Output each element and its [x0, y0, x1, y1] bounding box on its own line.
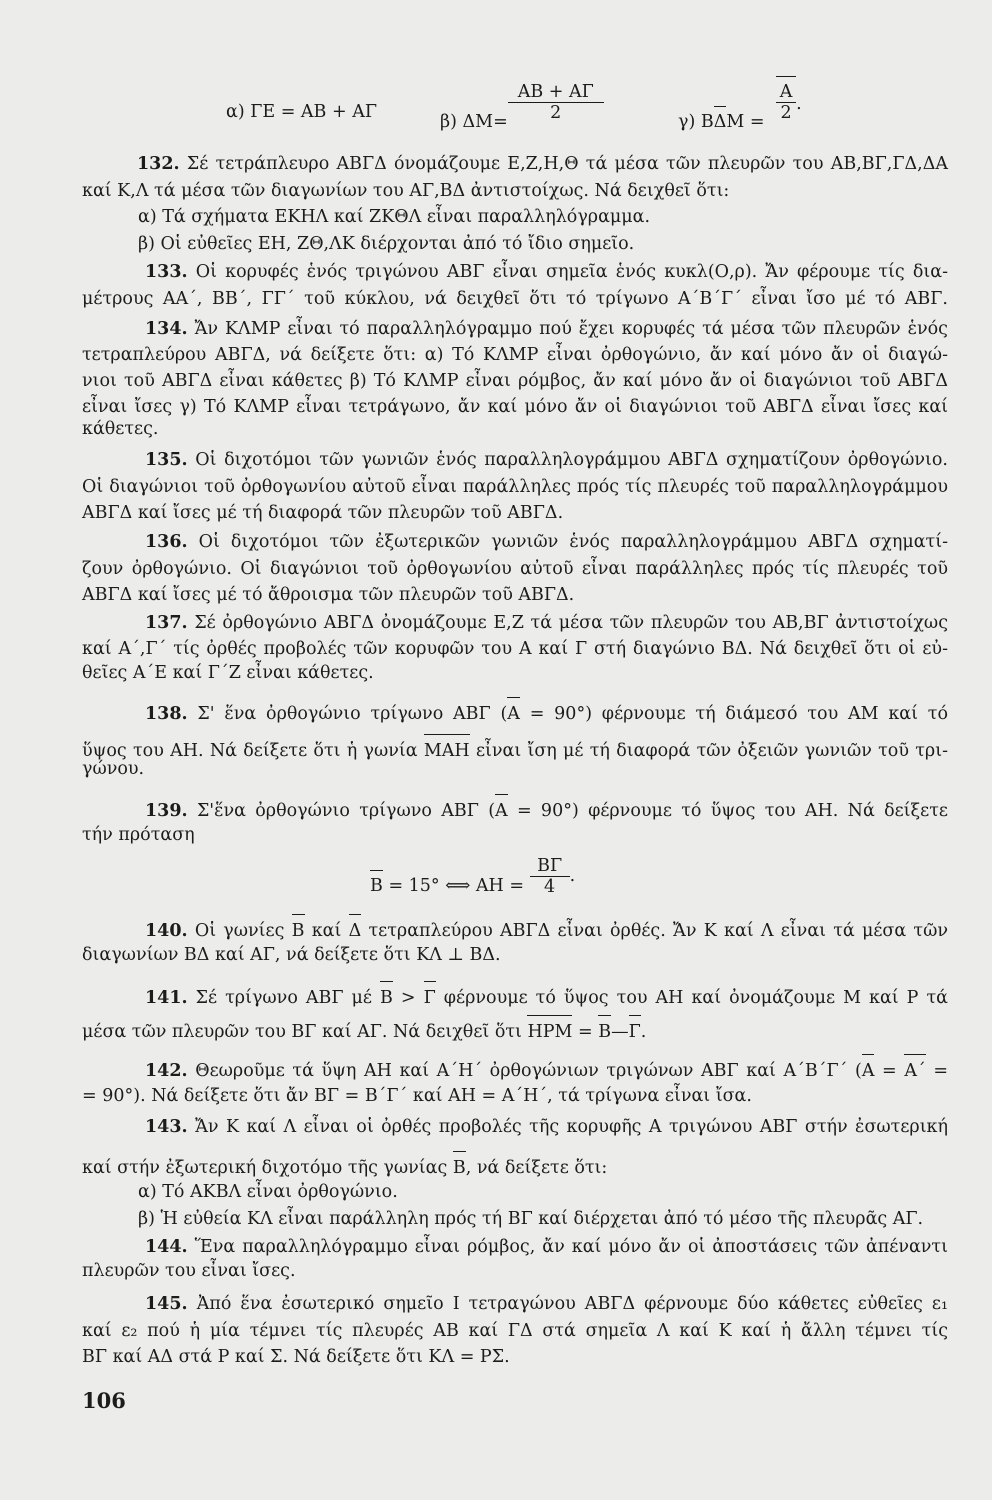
problem-144-line-2: πλευρῶν του εἶναι ἴσες.	[82, 1261, 296, 1281]
problem-136-line-1: 136. Οἱ διχοτόμοι τῶν ἐξωτερικῶν γωνιῶν ἑνός παραλληλογράμμου ΑΒΓΔ σχηματί-	[145, 532, 948, 552]
problem-132-line-2: καί Κ,Λ τά μέσα τῶν διαγωνίων του ΑΓ,ΒΔ ἀντιστοίχως. Νά δειχθεῖ ὅτι:	[82, 181, 730, 201]
formula-a: α) ΓΕ = ΑΒ + ΑΓ	[226, 102, 377, 122]
problem-139-formula: Β = 15° ⟺ ΑΗ = $\frac{B\Gamma}{4}$ .	[370, 856, 576, 897]
problem-136-line-2: ζουν ὀρθογώνιο. Οἱ διαγώνιοι τοῦ ὀρθογωνίου αὐτοῦ εἶναι παράλληλες πρός τίς πλευρές τοῦ	[82, 559, 948, 579]
problem-138-line-2: ὕψος του ΑΗ. Νά δείξετε ὅτι ἡ γωνία ΜΑΗ εἶναι ἴση μέ τή διαφορά τῶν ὀξειῶν γωνιῶν τοῦ τρι-	[82, 741, 948, 761]
angle-arc: Γ	[628, 1022, 641, 1042]
problem-138-line-1: 138. Σ' ἕνα ὀρθογώνιο τρίγωνο ΑΒΓ (Α = 90°) φέρνουμε τή διάμεσό του ΑΜ καί τό	[145, 704, 948, 724]
problem-135-line-2: Οἱ διαγώνιοι τοῦ ὀρθογωνίου αὐτοῦ εἶναι παράλληλες πρός τίς πλευρές τοῦ παραλληλογράμμου	[82, 477, 948, 497]
problem-134-line-1: 134. Ἄν ΚΛΜΡ εἶναι τό παραλληλόγραμμο πού ἔχει κορυφές τά μέσα τῶν πλευρῶν ἑνός	[145, 319, 948, 339]
angle-arc: Α	[507, 704, 520, 724]
angle-arc: Β	[598, 1022, 612, 1042]
angle-arc: Δ	[713, 112, 727, 132]
problem-137-line-3: θεῖες Α΄Ε καί Γ΄Ζ εἶναι κάθετες.	[82, 663, 374, 683]
problem-137-line-1: 137. Σέ ὀρθογώνιο ΑΒΓΔ ὀνομάζουμε Ε,Ζ τά μέσα τῶν πλευρῶν του ΑΒ,ΒΓ ἀντιστοίχως	[145, 613, 948, 633]
angle-arc: Δ	[348, 921, 362, 941]
problem-145-line-1: 145. Ἀπό ἕνα ἐσωτερικό σημεῖο Ι τετραγώνου ΑΒΓΔ φέρνουμε δύο κάθετες εὐθεῖες ε₁	[145, 1294, 948, 1314]
angle-arc: Β	[452, 1158, 466, 1178]
problem-141-line-1: 141. Σέ τρίγωνο ΑΒΓ μέ Β > Γ φέρνουμε τό ὕψος του ΑΗ καί ὀνομάζουμε Μ καί Ρ τά	[145, 988, 948, 1008]
problem-144-line-1: 144. Ἕνα παραλληλόγραμμο εἶναι ρόμβος, ἄν καί μόνο ἄν οἱ ἀποστάσεις τῶν ἀπέναντι	[145, 1237, 948, 1257]
problem-134-line-2: τετραπλεύρου ΑΒΓΔ, νά δείξετε ὅτι: α) Τό ΚΛΜΡ εἶναι ὀρθογώνιο, ἄν καί μόνο ἄν οἱ διαγώ-	[82, 345, 948, 365]
formula-c: γ) ΒΔΜ = $\frac{A}{2}$ .	[678, 82, 802, 132]
angle-arc: Β	[370, 876, 383, 896]
problem-132-line-1: 132. Σέ τετράπλευρο ΑΒΓΔ όνομάζουμε Ε,Ζ,Η,Θ τά μέσα τῶν πλευρῶν του ΑΒ,ΒΓ,ΓΔ,ΔΑ	[137, 154, 948, 174]
problem-145-line-3: ΒΓ καί ΑΔ στά Ρ καί Σ. Νά δείξετε ὅτι ΚΛ = ΡΣ.	[82, 1347, 510, 1367]
problem-143-line-2: καί στήν ἐξωτερική διχοτόμο τῆς γωνίας Β, νά δείξετε ὅτι:	[82, 1158, 608, 1178]
problem-135-line-3: ΑΒΓΔ καί ἴσες μέ τή διαφορά τῶν πλευρῶν τοῦ ΑΒΓΔ.	[82, 503, 564, 523]
problem-142-line-1: 142. Θεωροῦμε τά ὕψη ΑΗ καί Α΄Η΄ ὀρθογώνιων τριγώνων ΑΒΓ καί Α΄Β΄Γ΄ (Α = Α΄ =	[145, 1061, 948, 1081]
fraction: $\frac{AB + A\Gamma}{2}$	[508, 82, 604, 123]
problem-140-line-2: διαγωνίων ΒΔ καί ΑΓ, νά δείξετε ὅτι ΚΛ ⊥ ΒΔ.	[82, 945, 501, 965]
angle-arc: Β	[380, 988, 393, 1008]
problem-142-line-2: = 90°). Νά δείξετε ὅτι ἄν ΒΓ = Β΄Γ΄ καί ΑΗ = Α΄Η΄, τά τρίγωνα εἶναι ἴσα.	[82, 1086, 752, 1106]
problem-141-line-2: μέσα τῶν πλευρῶν του ΒΓ καί ΑΓ. Νά δειχθεῖ ὅτι ΗΡΜ = Β—Γ.	[82, 1022, 647, 1042]
formula-b: β) ΔΜ= $\frac{AB + A\Gamma}{2}$	[440, 82, 604, 123]
angle-arc: Α΄	[904, 1061, 926, 1081]
problem-136-line-3: ΑΒΓΔ καί ἴσες μέ τό ἄθροισμα τῶν πλευρῶν τοῦ ΑΒΓΔ.	[82, 585, 575, 605]
problem-134-line-5: κάθετες.	[82, 419, 159, 439]
problem-132-line-4: β) Οἱ εὐθεῖες ΕΗ, ΖΘ,ΛΚ διέρχονται ἀπό τό ἴδιο σημεῖο.	[138, 234, 635, 254]
angle-arc: Γ	[423, 988, 436, 1008]
angle-arc: Α	[495, 801, 508, 821]
fraction: $\frac{A}{2}$	[776, 82, 796, 123]
problem-135-line-1: 135. Οἱ διχοτόμοι τῶν γωνιῶν ἑνός παραλληλογράμμου ΑΒΓΔ σχηματίζουν ὀρθογώνιο.	[145, 450, 948, 470]
problem-134-line-4: εἶναι ἴσες γ) Τό ΚΛΜΡ εἶναι τετράγωνο, ἄν καί μόνο ἄν οἱ διαγώνιοι τοῦ ΑΒΓΔ εἶναι ἴσες καί	[82, 397, 948, 417]
problem-134-line-3: νιοι τοῦ ΑΒΓΔ εἶναι κάθετες β) Τό ΚΛΜΡ εἶναι ρόμβος, ἄν καί μόνο ἄν οἱ διαγώνιοι τοῦ ΑΒΓΔ	[82, 371, 948, 391]
problem-133-line-1: 133. Οἱ κορυφές ἑνός τριγώνου ΑΒΓ εἶναι σημεῖα ἑνός κυκλ(Ο,ρ). Ἄν φέρουμε τίς δια-	[145, 262, 948, 282]
problem-139-line-1: 139. Σ'ἕνα ὀρθογώνιο τρίγωνο ΑΒΓ (Α = 90°) φέρνουμε τό ὕψος του ΑΗ. Νά δείξετε	[145, 801, 948, 821]
angle-arc: ΗΡΜ	[527, 1022, 573, 1042]
problem-138-line-3: γώνου.	[82, 759, 145, 779]
problem-143-line-4: β) Ἡ εὐθεία ΚΛ εἶναι παράλληλη πρός τή ΒΓ καί διέρχεται ἀπό τό μέσο τῆς πλευρᾶς ΑΓ.	[138, 1209, 924, 1229]
problem-133-line-2: μέτρους ΑΑ΄, ΒΒ΄, ΓΓ΄ τοῦ κύκλου, νά δειχθεῖ ὅτι τό τρίγωνο Α΄Β΄Γ΄ εἶναι ἴσο μέ τό ΑΒΓ.	[82, 289, 948, 309]
problem-145-line-2: καί ε₂ πού ἡ μία τέμνει τίς πλευρές ΑΒ καί ΓΔ στά σημεῖα Λ καί Κ καί ἡ ἄλλη τέμνει τίς	[82, 1321, 948, 1341]
problem-132-line-3: α) Τά σχήματα ΕΚΗΛ καί ΖΚΘΛ εἶναι παραλληλόγραμμα.	[138, 207, 651, 227]
problem-137-line-2: καί Α΄,Γ΄ τίς ὀρθές προβολές τῶν κορυφῶν του Α καί Γ στή διαγώνιο ΒΔ. Νά δειχθεῖ ὅτι οἱ εὐ-	[82, 639, 948, 659]
page-number: 106	[82, 1388, 126, 1413]
problem-143-line-3: α) Τό ΑΚΒΛ εἶναι ὀρθογώνιο.	[138, 1182, 398, 1202]
problem-143-line-1: 143. Ἄν Κ καί Λ εἶναι οἱ ὀρθές προβολές τῆς κορυφῆς Α τριγώνου ΑΒΓ στήν ἐσωτερική	[145, 1117, 948, 1137]
problem-139-line-2: τήν πρόταση	[82, 825, 195, 845]
angle-arc: ΜΑΗ	[423, 741, 470, 761]
angle-arc: Β	[291, 921, 305, 941]
problem-140-line-1: 140. Οἱ γωνίες Β καί Δ τετραπλεύρου ΑΒΓΔ εἶναι ὀρθές. Ἄν Κ καί Λ εἶναι τά μέσα τῶν	[145, 921, 948, 941]
angle-arc: Α	[861, 1061, 875, 1081]
fraction: $\frac{B\Gamma}{4}$	[530, 856, 570, 897]
